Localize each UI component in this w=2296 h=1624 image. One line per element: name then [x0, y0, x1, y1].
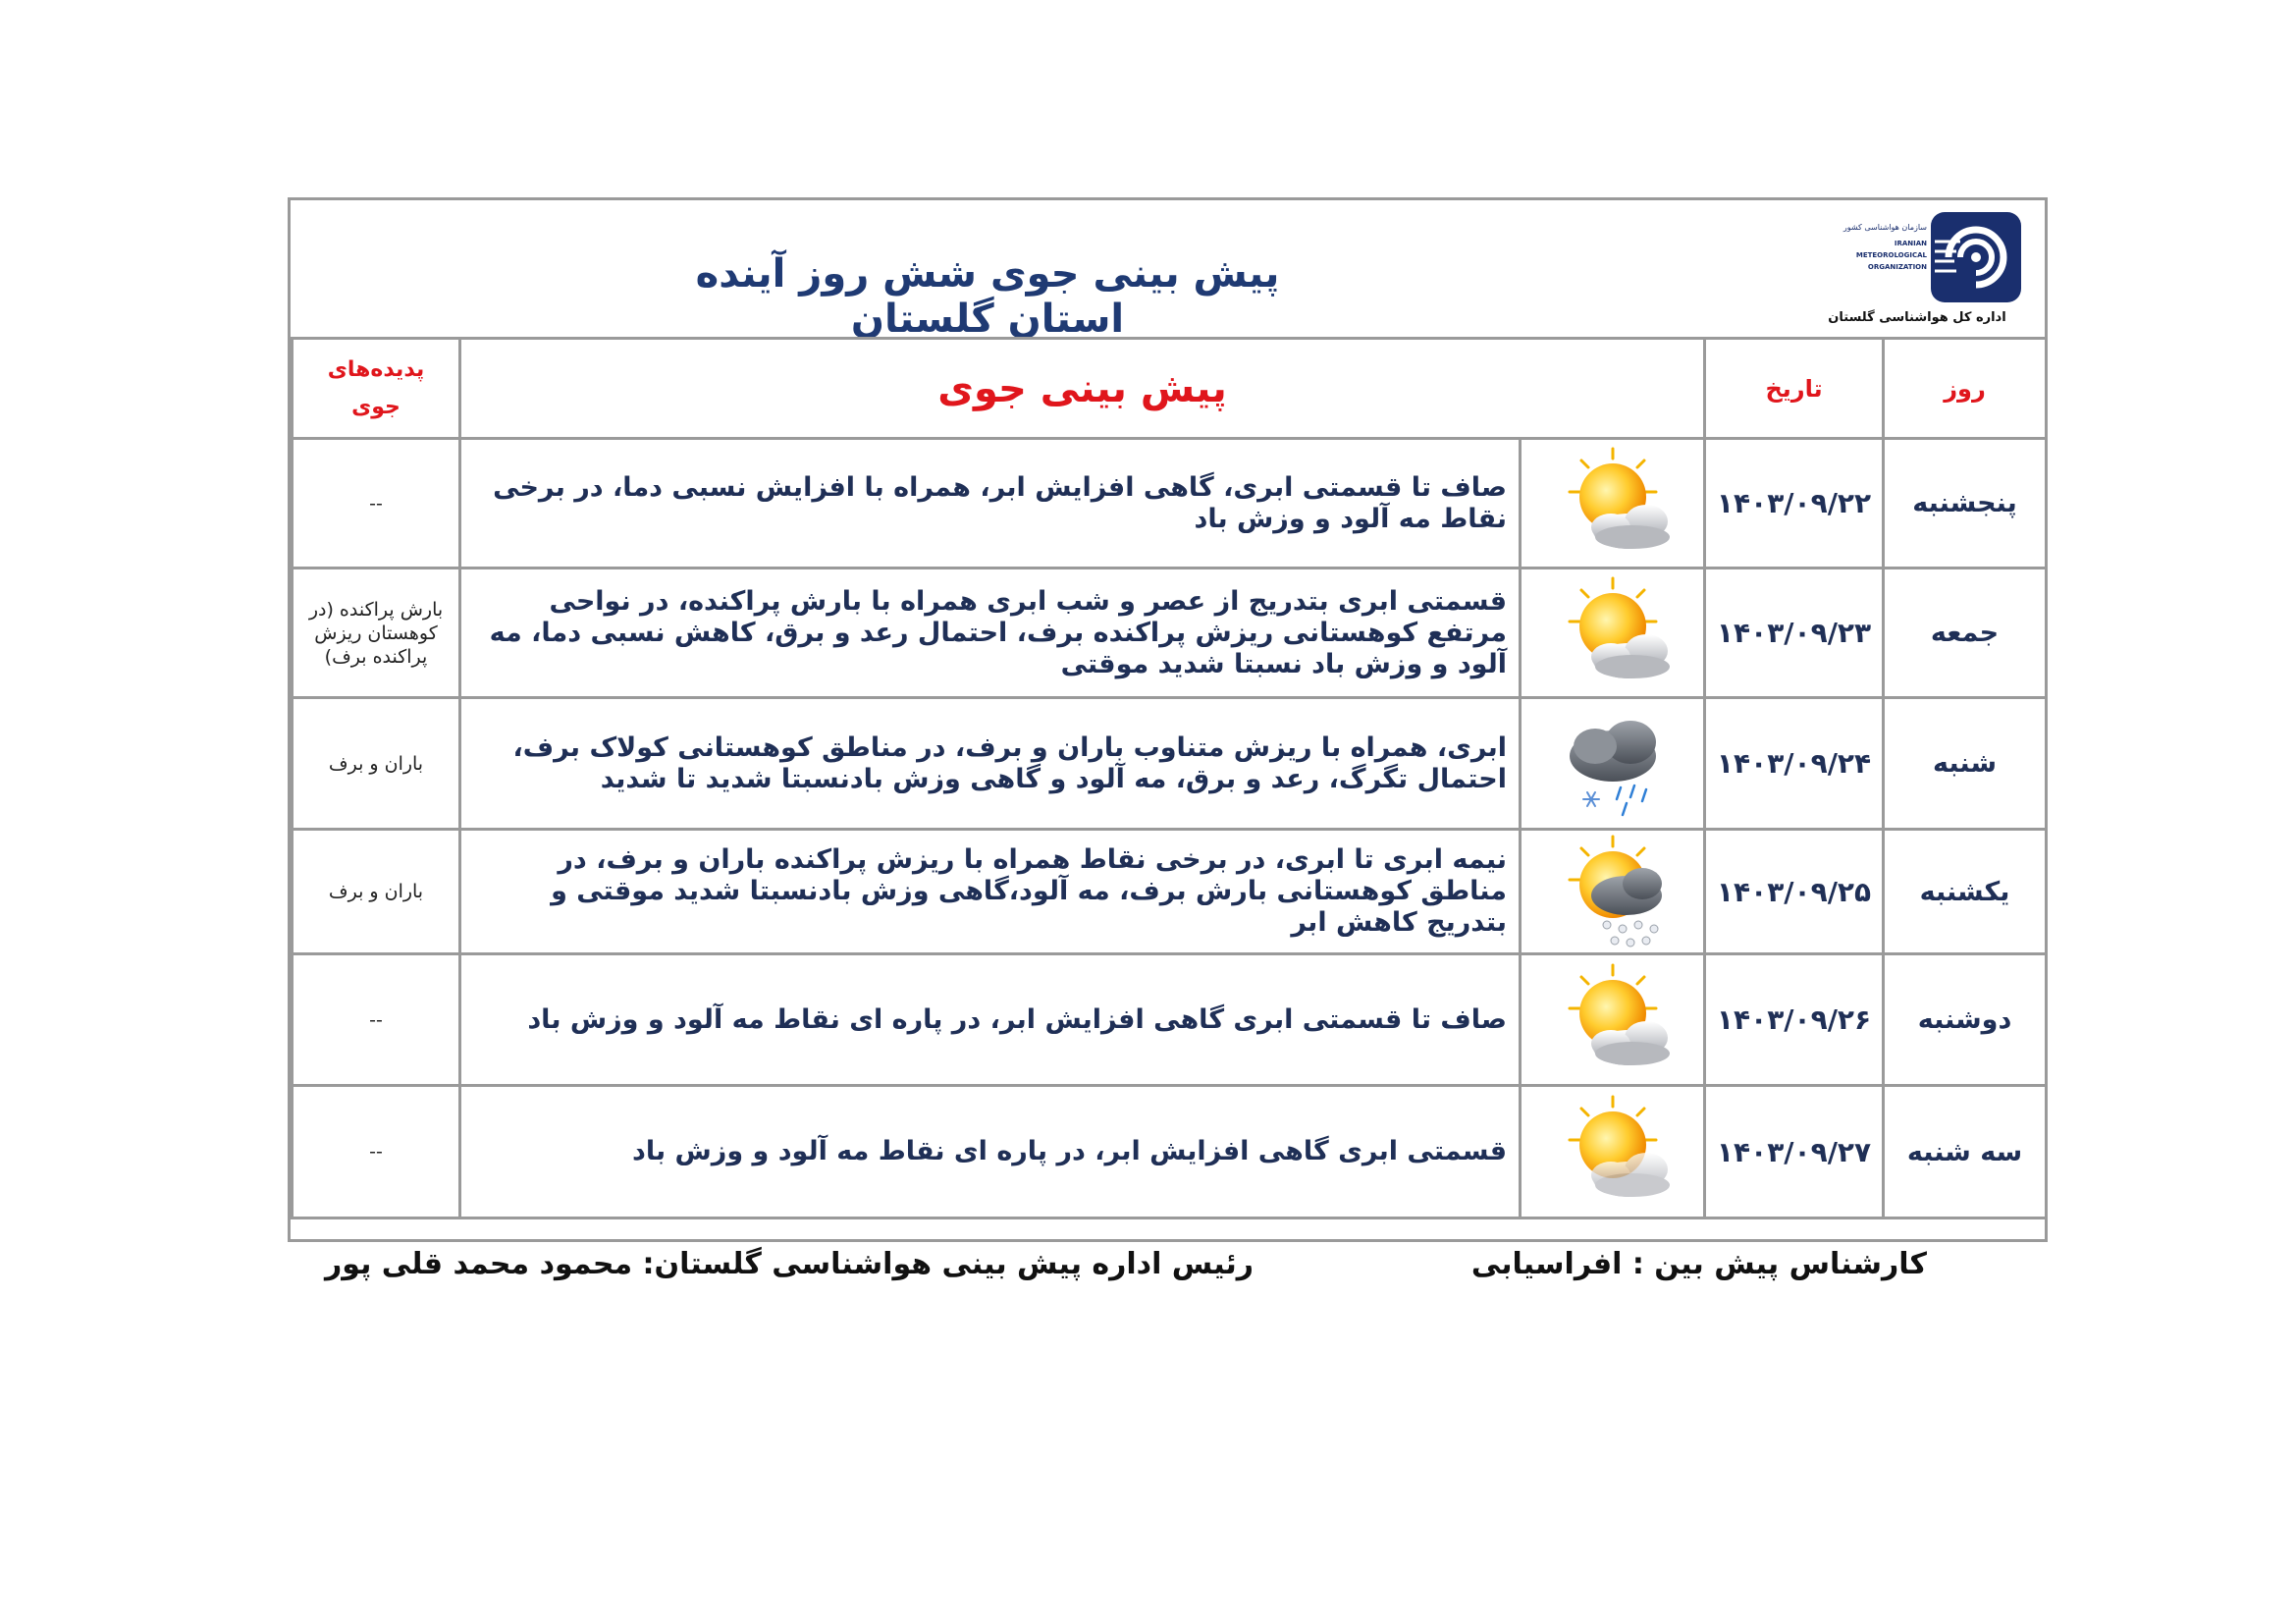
weather-icon-cell: [1521, 830, 1705, 954]
head-of-forecast-signature: رئیس اداره پیش بینی هواشناسی گلستان: محمود محمد قلی پور: [325, 1247, 1254, 1281]
rain-snow-cloud-icon: [1552, 703, 1674, 825]
day-cell: پنجشنبه: [1884, 439, 2047, 568]
column-header-date: تاریخ: [1705, 339, 1884, 439]
date-cell: ۱۴۰۳/۰۹/۲۳: [1705, 568, 1884, 698]
weather-icon-cell: [1521, 568, 1705, 698]
table-row: [293, 568, 2047, 698]
forecast-text-cell: قسمتی ابری بتدریج از عصر و شب ابری همراه با بارش پراکنده، در نواحی مرتفع کوهستانی ریزش پراکنده برف، احتمال رعد و برق، کاهش نسبی دما، مه آلود و وزش باد نسبتا شدید موقتی: [460, 568, 1521, 698]
forecast-text-cell: قسمتی ابری گاهی افزایش ابر، در پاره ای نقاط مه آلود و وزش باد: [460, 1086, 1521, 1218]
table-row: [293, 954, 2047, 1086]
table-row: [293, 1086, 2047, 1218]
day-cell: یکشنبه: [1884, 830, 2047, 954]
day-cell: سه شنبه: [1884, 1086, 2047, 1218]
date-cell: ۱۴۰۳/۰۹/۲۶: [1705, 954, 1884, 1086]
table-header-row: [293, 339, 2047, 439]
logo-caption: اداره کل هواشناسی گلستان: [1828, 310, 2006, 325]
forecast-text-cell: نیمه ابری تا ابری، در برخی نقاط همراه با ریزش پراکنده باران و برف، در مناطق کوهستانی بارش برف، مه آلود،گاهی وزش بادنسبتا شدید موقتی و بتدریج کاهش ابر: [460, 830, 1521, 954]
svg-text:IRANIAN: IRANIAN: [1894, 240, 1927, 247]
date-cell: ۱۴۰۳/۰۹/۲۷: [1705, 1086, 1884, 1218]
table-row: [293, 830, 2047, 954]
page-title: پیش بینی جوی شش روز آینده استان گلستان: [695, 251, 1280, 342]
day-cell: جمعه: [1884, 568, 2047, 698]
svg-text:METEOROLOGICAL: METEOROLOGICAL: [1855, 251, 1927, 259]
date-cell: ۱۴۰۳/۰۹/۲۴: [1705, 698, 1884, 830]
svg-text:ORGANIZATION: ORGANIZATION: [1867, 263, 1927, 271]
weather-icon-cell: [1521, 954, 1705, 1086]
phenomena-cell: باران و برف: [293, 698, 460, 830]
phenomena-header-line2: جوی: [351, 394, 400, 419]
phenomena-cell: بارش پراکنده (در کوهستان ریزش پراکنده برف): [293, 568, 460, 698]
title-row: [291, 200, 2045, 340]
forecast-text-cell: صاف تا قسمتی ابری، گاهی افزایش ابر، همراه با افزایش نسبی دما، در برخی نقاط مه آلود و وزش باد: [460, 439, 1521, 568]
date-cell: ۱۴۰۳/۰۹/۲۵: [1705, 830, 1884, 954]
column-header-day: روز: [1884, 339, 2047, 439]
table-row: [293, 698, 2047, 830]
day-cell: دوشنبه: [1884, 954, 2047, 1086]
forecast-table: [291, 337, 2048, 1219]
forecaster-signature: کارشناس پیش بین : افراسیابی: [1470, 1247, 1927, 1281]
column-header-forecast: پیش بینی جوی: [460, 339, 1705, 439]
weather-icon-cell: [1521, 698, 1705, 830]
column-header-phenomena: [293, 339, 460, 439]
day-cell: شنبه: [1884, 698, 2047, 830]
phenomena-cell: باران و برف: [293, 830, 460, 954]
phenomena-cell: --: [293, 439, 460, 568]
weather-icon-cell: [1521, 439, 1705, 568]
forecast-text-cell: ابری، همراه با ریزش متناوب باران و برف، در مناطق کوهستانی کولاک برف، احتمال تگرگ، رعد و برق، مه آلود و گاهی وزش بادنسبتا شدید تا شدید: [460, 698, 1521, 830]
forecast-text-cell: صاف تا قسمتی ابری گاهی افزایش ابر، در پاره ای نقاط مه آلود و وزش باد: [460, 954, 1521, 1086]
partly-cloudy-icon: [1552, 959, 1674, 1081]
phenomena-cell: --: [293, 1086, 460, 1218]
phenomena-cell: --: [293, 954, 460, 1086]
sun-cloud-snow-icon: [1552, 831, 1674, 952]
partly-cloudy-icon: [1552, 443, 1674, 565]
forecast-sheet: [288, 197, 2048, 1242]
partly-cloudy-icon: [1552, 572, 1674, 694]
date-cell: ۱۴۰۳/۰۹/۲۲: [1705, 439, 1884, 568]
weather-icon-cell: [1521, 1086, 1705, 1218]
table-row: [293, 439, 2047, 568]
svg-text:سازمان هواشناسی کشور: سازمان هواشناسی کشور: [1842, 223, 1927, 232]
phenomena-header-line1: پدیده‌های: [327, 356, 425, 382]
partly-cloudy-light-icon: [1552, 1091, 1674, 1213]
